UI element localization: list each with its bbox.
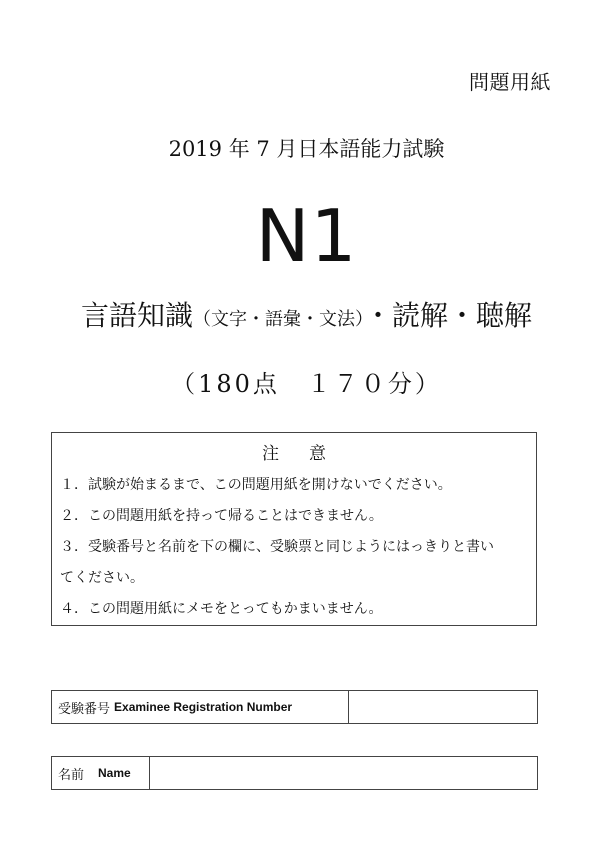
page-label: 問題用紙 — [469, 70, 551, 94]
exam-sections — [0, 294, 613, 334]
notice-item: ３．受験番号と名前を下の欄に、受験票と同じようにはっきりと書い — [60, 539, 494, 555]
name-label-en: Name — [98, 766, 131, 780]
name-label — [52, 757, 150, 789]
registration-label-ja: 受験番号 — [58, 701, 111, 717]
sections-sub: （文字・語彙・文法） — [193, 309, 364, 330]
name-row — [51, 756, 538, 790]
notice-item: １．試験が始まるまで、この問題用紙を開けないでください。 — [60, 477, 452, 493]
exam-duration: （180点 １７０分） — [171, 370, 442, 398]
registration-label-en: Examinee Registration Number — [114, 700, 293, 714]
name-label-ja: 名前 — [58, 767, 85, 783]
exam-title: 2019 年 7 月日本語能力試験 — [168, 137, 445, 161]
sections-rest: ・読解・聴解 — [364, 299, 533, 332]
registration-number-field[interactable] — [349, 691, 537, 723]
notice-box — [51, 432, 537, 626]
notice-item: ４．この問題用紙にメモをとってもかまいません。 — [60, 601, 383, 617]
notice-list — [52, 470, 536, 625]
notice-item: ２．この問題用紙を持って帰ることはできません。 — [60, 508, 383, 524]
exam-level: N1 — [255, 194, 358, 278]
notice-title: 注意 — [262, 444, 356, 464]
name-field[interactable] — [150, 757, 537, 789]
registration-row — [51, 690, 538, 724]
registration-label — [52, 691, 349, 723]
notice-item: てください。 — [60, 570, 144, 586]
sections-main: 言語知識 — [80, 299, 193, 332]
